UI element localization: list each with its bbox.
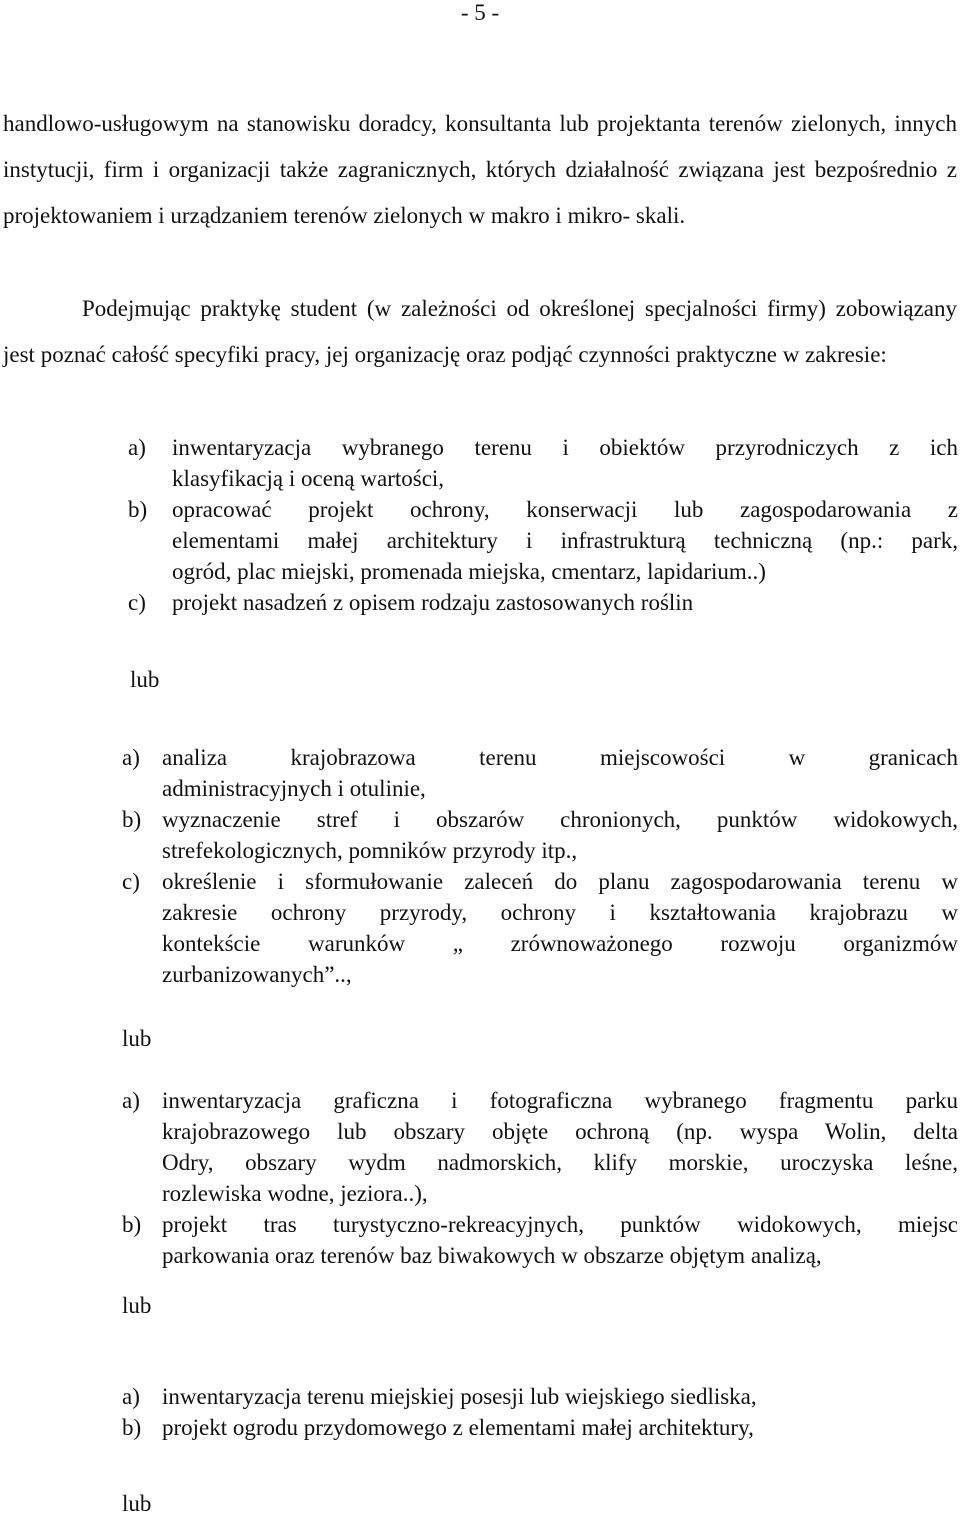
- list-item-line: zakresie ochrony przyrody, ochrony i kształtowania krajobrazu w: [162, 900, 958, 925]
- list-item-line: kontekście warunków „ zrównoważonego rozwoju organizmów: [162, 931, 958, 956]
- paragraph-2-text: Podejmując praktykę student (w zależności od określonej specjalności firmy) zobowiązany jest poznać całość specyfiki pracy, jej organizację oraz podjąć czynności praktyczne w zakresie:: [3, 296, 957, 367]
- list-marker: b): [122, 1415, 142, 1440]
- task-list-2: [122, 742, 958, 990]
- task-list-1: [128, 432, 958, 618]
- list-marker: a): [122, 1088, 140, 1113]
- page-number: - 5 -: [460, 0, 500, 25]
- list-marker: a): [122, 745, 140, 770]
- list-marker: b): [128, 497, 148, 522]
- task-list-3: [122, 1085, 958, 1271]
- list-item: [128, 432, 958, 494]
- list-marker: c): [128, 590, 146, 615]
- list-marker: a): [122, 1384, 140, 1409]
- list-item: [122, 804, 958, 866]
- list-item-line: administracyjnych i otulinie,: [162, 776, 426, 801]
- list-item-line: zurbanizowanych”..,: [162, 962, 352, 987]
- list-item: [122, 1412, 958, 1443]
- list-item-line: opracować projekt ochrony, konserwacji lub zagospodarowania z: [172, 497, 958, 522]
- list-item-line: klasyfikacją i oceną wartości,: [172, 466, 445, 491]
- or-separator-3: lub: [122, 1293, 152, 1318]
- list-item: [122, 742, 958, 804]
- list-marker: b): [122, 807, 142, 832]
- list-item-line: rozlewiska wodne, jeziora..),: [162, 1181, 428, 1206]
- or-separator-2: lub: [122, 1026, 152, 1051]
- paragraph-2: [3, 286, 957, 378]
- list-item: [122, 1209, 958, 1271]
- list-item-line: inwentaryzacja graficzna i fotograficzna wybranego fragmentu parku: [162, 1088, 958, 1113]
- paragraph-1: handlowo-usługowym na stanowisku doradcy, konsultanta lub projektanta terenów zielonych, innych instytucji, firm i organizacji także zagranicznych, których działalność związana jest bezpośrednio z projektowaniem i urządzaniem terenów zielonych w makro i mikro- skali.: [3, 111, 957, 228]
- or-separator-1: lub: [130, 667, 160, 692]
- list-item-line: krajobrazowego lub obszary objęte ochroną (np. wyspa Wolin, delta: [162, 1119, 958, 1144]
- list-item-line: projekt nasadzeń z opisem rodzaju zastosowanych roślin: [172, 590, 694, 615]
- list-item: [122, 1381, 958, 1412]
- list-item: [128, 587, 958, 618]
- list-item-line: analiza krajobrazowa terenu miejscowości w granicach: [162, 745, 958, 770]
- list-item-line: strefekologicznych, pomników przyrody itp.,: [162, 838, 578, 863]
- list-item-line: określenie i sformułowanie zaleceń do planu zagospodarowania terenu w: [162, 869, 958, 894]
- list-item-line: Odry, obszary wydm nadmorskich, klify morskie, uroczyska leśne,: [162, 1150, 958, 1175]
- list-marker: b): [122, 1212, 142, 1237]
- list-marker: c): [122, 869, 140, 894]
- list-item-line: projekt ogrodu przydomowego z elementami małej architektury,: [162, 1415, 754, 1440]
- or-separator-4: lub: [122, 1491, 152, 1516]
- list-item: [122, 866, 958, 990]
- list-item-line: inwentaryzacja wybranego terenu i obiektów przyrodniczych z ich: [172, 435, 958, 460]
- list-item-line: ogród, plac miejski, promenada miejska, cmentarz, lapidarium..): [172, 559, 766, 584]
- list-marker: a): [128, 435, 146, 460]
- list-item-line: inwentaryzacja terenu miejskiej posesji lub wiejskiego siedliska,: [162, 1384, 757, 1409]
- list-item: [128, 494, 958, 587]
- list-item: [122, 1085, 958, 1209]
- task-list-4: [122, 1381, 958, 1443]
- list-item-line: projekt tras turystyczno-rekreacyjnych, punktów widokowych, miejsc: [162, 1212, 958, 1237]
- list-item-line: wyznaczenie stref i obszarów chronionych, punktów widokowych,: [162, 807, 958, 832]
- list-item-line: elementami małej architektury i infrastrukturą techniczną (np.: park,: [172, 528, 958, 553]
- list-item-line: parkowania oraz terenów baz biwakowych w obszarze objętym analizą,: [162, 1243, 822, 1268]
